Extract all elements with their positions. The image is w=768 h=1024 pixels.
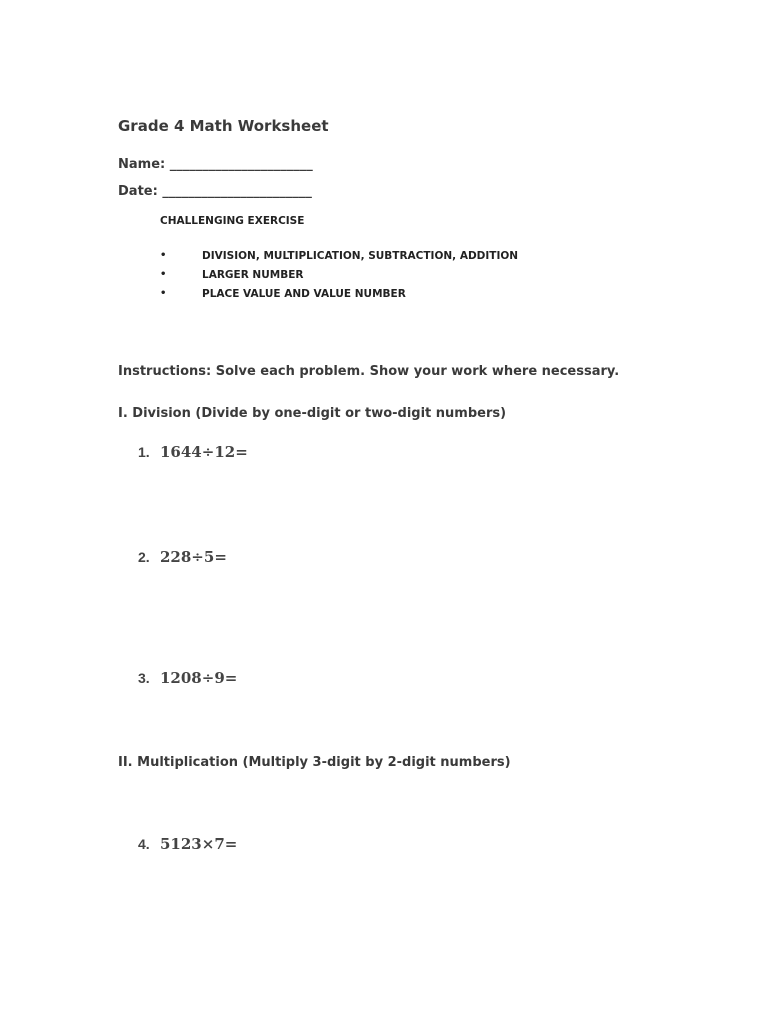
bullet-icon: • <box>160 288 167 299</box>
problem-1 <box>138 443 248 461</box>
problem-expression: 1208÷9= <box>160 669 238 687</box>
bullet-icon: • <box>160 269 167 280</box>
topic-text: DIVISION, MULTIPLICATION, SUBTRACTION, ADDITION <box>202 250 519 262</box>
worksheet-title: Grade 4 Math Worksheet <box>118 117 329 135</box>
problem-expression: 5123×7= <box>160 835 238 853</box>
problem-expression: 1644÷12= <box>160 443 248 461</box>
problem-4 <box>138 835 237 853</box>
date-field: Date: _______________________ <box>118 184 312 199</box>
instructions: Instructions: Solve each problem. Show your work where necessary. <box>118 364 620 379</box>
subheading: CHALLENGING EXERCISE <box>160 215 305 227</box>
bullet-icon: • <box>160 250 167 261</box>
problem-3 <box>138 669 237 687</box>
problem-2 <box>138 548 227 566</box>
name-field: Name: ______________________ <box>118 157 313 172</box>
problem-expression: 228÷5= <box>160 548 227 566</box>
topic-text: PLACE VALUE AND VALUE NUMBER <box>202 288 406 300</box>
problem-number: 4. <box>138 836 150 852</box>
section-heading-multiplication: II. Multiplication (Multiply 3-digit by 2-digit numbers) <box>118 755 511 770</box>
section-heading-division: I. Division (Divide by one-digit or two-digit numbers) <box>118 406 507 421</box>
topic-text: LARGER NUMBER <box>202 269 304 281</box>
problem-number: 1. <box>138 444 150 460</box>
problem-number: 2. <box>138 549 150 565</box>
problem-number: 3. <box>138 670 150 686</box>
